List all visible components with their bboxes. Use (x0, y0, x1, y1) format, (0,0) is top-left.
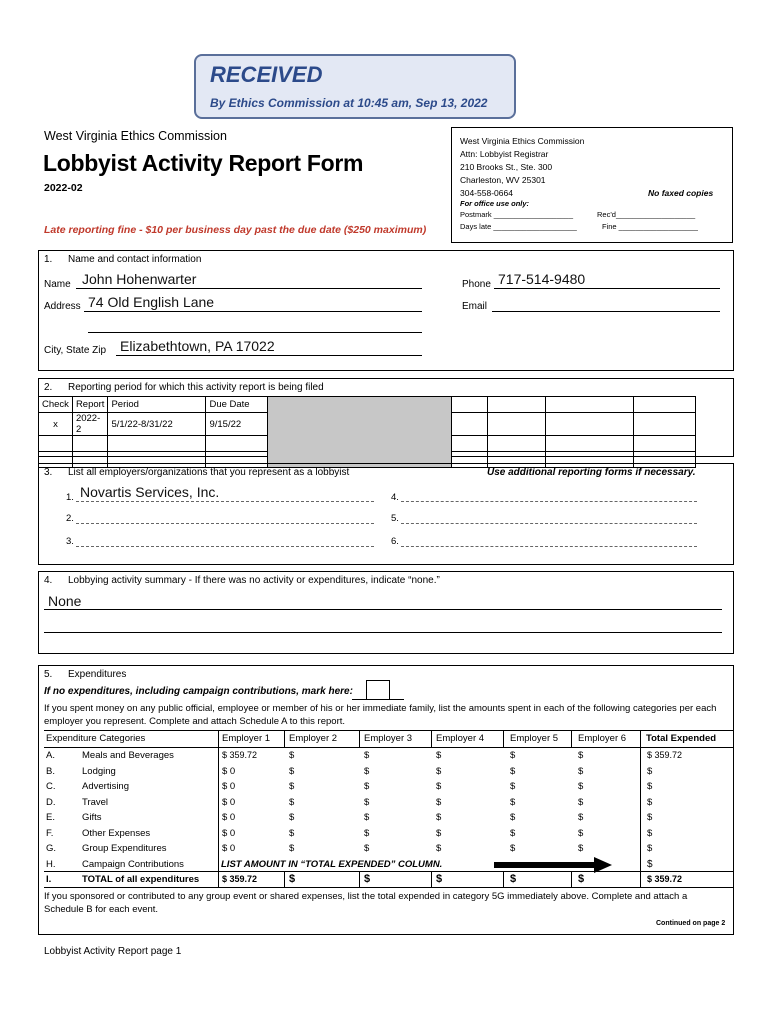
employer-6-amount[interactable]: $ (578, 765, 584, 777)
employer-6-amount[interactable]: $ (578, 796, 584, 808)
col-employer-2: Employer 2 (289, 733, 338, 744)
row-letter: D. (46, 796, 56, 808)
col-employer-4: Employer 4 (436, 733, 485, 744)
total-employer-4[interactable]: $ (436, 873, 443, 885)
total-employer-3[interactable]: $ (364, 873, 371, 885)
due-date-cell[interactable]: 9/15/22 (206, 413, 268, 436)
category-label: Other Expenses (82, 827, 151, 839)
employer-4-amount[interactable]: $ (436, 843, 442, 854)
addr-line3: 210 Brooks St., Ste. 300 (460, 162, 553, 172)
email-label: Email (462, 301, 488, 312)
total-expenditures-label: TOTAL of all expenditures (82, 874, 200, 885)
employer-4-amount[interactable]: $ (436, 765, 442, 777)
col-period: Period (108, 397, 206, 413)
employer-2-amount[interactable]: $ (289, 843, 295, 854)
grand-total[interactable]: $ 359.72 (647, 874, 683, 884)
addr-line4: Charleston, WV 25301 (460, 175, 546, 185)
campaign-note: LIST AMOUNT IN “TOTAL EXPENDED” COLUMN. (221, 859, 443, 870)
employer-1-amount[interactable]: $ 0 (222, 827, 236, 839)
section2-heading: Reporting period for which this activity report is being filed (68, 382, 324, 393)
addr-phone: 304-558-0664 (460, 188, 513, 198)
total-amount[interactable]: $ (647, 765, 653, 777)
row-letter: G. (46, 843, 57, 854)
total-employer-2[interactable]: $ (289, 873, 296, 885)
row-letter: F. (46, 827, 54, 839)
period-cell[interactable]: 5/1/22-8/31/22 (108, 413, 206, 436)
employer-1-amount[interactable]: $ 0 (222, 781, 236, 792)
check-cell[interactable]: x (39, 413, 73, 436)
category-label: Group Expenditures (82, 843, 167, 854)
employer-1-amount[interactable]: $ 0 (222, 843, 236, 854)
category-label: Gifts (82, 812, 102, 823)
no-expenditures-note: If no expenditures, including campaign contributions, mark here: (44, 686, 353, 697)
col-employer-6: Employer 6 (578, 733, 627, 744)
received-stamp (194, 54, 516, 119)
employer-5-amount[interactable]: $ (510, 843, 516, 854)
row-letter: C. (46, 781, 56, 792)
arrow-right-icon (494, 856, 614, 874)
no-expenditures-checkbox[interactable] (366, 680, 390, 700)
postmark-field: Postmark ___________________ (460, 210, 574, 219)
report-cell[interactable]: 2022-2 (72, 413, 108, 436)
col-expenditure-categories: Expenditure Categories (46, 733, 146, 744)
employer-3-amount[interactable]: $ (364, 812, 370, 823)
category-label: Meals and Beverages (82, 750, 174, 761)
late-fine-notice: Late reporting fine - $10 per business day past the due date ($250 maximum) (44, 224, 427, 236)
employer-4-amount[interactable]: $ (436, 827, 442, 839)
employer-6-amount[interactable]: $ (578, 812, 584, 823)
city-state-zip-field[interactable]: Elizabethtown, PA 17022 (120, 338, 275, 354)
campaign-total-field[interactable]: $ (647, 859, 653, 870)
employer-6-amount[interactable]: $ (578, 843, 584, 854)
phone-field[interactable]: 717-514-9480 (498, 271, 586, 287)
employer-5-amount[interactable]: $ (510, 765, 516, 777)
form-code: 2022-02 (44, 182, 83, 194)
fine-field: Fine ___________________ (602, 222, 698, 231)
total-employer-6[interactable]: $ (578, 873, 585, 885)
employer-3-amount[interactable]: $ (364, 843, 370, 854)
row-letter: E. (46, 812, 55, 823)
expenditure-instructions: If you spent money on any public official, employee or member of his or her immediate family, list the amounts spent in each of the following categories per each employer you represent. Complete and attach Schedule A to this report. (44, 703, 717, 727)
total-employer-1[interactable]: $ 359.72 (222, 874, 258, 884)
section3-number: 3. (44, 467, 53, 478)
days-late-field: Days late ____________________ (460, 222, 577, 231)
employer-3-amount[interactable]: $ (364, 765, 370, 777)
section3-heading: List all employers/organizations that you represent as a lobbyist (68, 467, 350, 478)
stamp-subtitle: By Ethics Commission at 10:45 am, Sep 13, 2022 (210, 96, 488, 110)
employer-2-amount[interactable]: $ (289, 812, 295, 823)
employer-1-field[interactable]: Novartis Services, Inc. (80, 484, 220, 500)
row-letter: B. (46, 765, 55, 777)
employer-1-amount[interactable]: $ 0 (222, 812, 236, 823)
addr-line2: Attn: Lobbyist Registrar (460, 149, 549, 159)
employer-5-amount[interactable]: $ (510, 812, 516, 823)
city-state-zip-label: City, State Zip (44, 345, 107, 356)
employer-6-amount[interactable]: $ (578, 750, 584, 761)
employer-2-amount[interactable]: $ (289, 750, 295, 761)
total-employer-5[interactable]: $ (510, 873, 517, 885)
reporting-period-table (38, 396, 696, 468)
employer-4-amount[interactable]: $ (436, 750, 442, 761)
employer-4-amount[interactable]: $ (436, 781, 442, 792)
total-amount[interactable]: $ (647, 796, 653, 808)
col-report: Report (72, 397, 108, 413)
employer-2-amount[interactable]: $ (289, 781, 295, 792)
employer-5-amount[interactable]: $ (510, 781, 516, 792)
employer-6-amount[interactable]: $ (578, 781, 584, 792)
employer-4-amount[interactable]: $ (436, 812, 442, 823)
no-fax-note: No faxed copies (648, 188, 714, 198)
col-employer-3: Employer 3 (364, 733, 413, 744)
category-label: Lodging (82, 765, 116, 777)
section-employers (38, 463, 734, 565)
employer-1-amount[interactable]: $ 359.72 (222, 750, 258, 760)
section1-number: 1. (44, 254, 53, 265)
col-employer-5: Employer 5 (510, 733, 559, 744)
employer-2-amount[interactable]: $ (289, 765, 295, 777)
section5-number: 5. (44, 669, 53, 680)
section5-heading: Expenditures (68, 669, 127, 680)
address-label: Address (44, 301, 81, 312)
stamp-title: RECEIVED (210, 62, 323, 87)
col-total-expended: Total Expended (646, 733, 717, 744)
employer-5-amount[interactable]: $ (510, 827, 516, 839)
employer-5-amount[interactable]: $ (510, 750, 516, 761)
employer-4-amount[interactable]: $ (436, 796, 442, 808)
campaign-contributions-label: Campaign Contributions (82, 859, 184, 870)
office-use-label: For office use only: (460, 199, 530, 208)
col-check: Check (39, 397, 73, 413)
employer-2-amount[interactable]: $ (289, 827, 295, 839)
total-amount[interactable]: $ (647, 843, 653, 854)
row-letter: A. (46, 750, 55, 761)
total-amount[interactable]: $ (647, 827, 653, 839)
total-amount[interactable]: $ (647, 781, 653, 792)
addr-line1: West Virginia Ethics Commission (460, 136, 585, 146)
address-field[interactable]: 74 Old English Lane (88, 294, 215, 310)
recd-field: Rec'd___________________ (597, 210, 696, 219)
employer-3-amount[interactable]: $ (364, 781, 370, 792)
group-event-note: If you sponsored or contributed to any group event or shared expenses, list the total expended in category 5G immediately above. Complete and attach a Schedule B for each event. (44, 891, 688, 915)
section4-heading: Lobbying activity summary - If there was no activity or expenditures, indicate “none.” (68, 575, 440, 586)
agency-name: West Virginia Ethics Commission (44, 129, 227, 143)
employer-6-amount[interactable]: $ (578, 827, 584, 839)
total-amount[interactable]: $ 359.72 (647, 750, 683, 760)
table-header-row (39, 397, 696, 413)
name-label: Name (44, 279, 71, 290)
section1-heading: Name and contact information (68, 254, 202, 265)
employer-3-amount[interactable]: $ (364, 796, 370, 808)
additional-forms-note: Use additional reporting forms if necessary. (487, 467, 696, 478)
col-employer-1: Employer 1 (222, 733, 271, 744)
page-label: Lobbyist Activity Report page 1 (44, 946, 182, 957)
name-field[interactable]: John Hohenwarter (82, 271, 197, 287)
activity-summary-field[interactable]: None (48, 593, 82, 609)
col-due-date: Due Date (206, 397, 268, 413)
page-title: Lobbyist Activity Report Form (43, 150, 364, 176)
shaded-block (268, 397, 452, 468)
employer-1-amount[interactable]: $ 0 (222, 796, 236, 808)
mailing-address-box (451, 127, 733, 243)
continued-note: Continued on page 2 (656, 920, 726, 927)
employer-1-amount[interactable]: $ 0 (222, 765, 236, 777)
category-label: Advertising (82, 781, 129, 792)
employer-2-amount[interactable]: $ (289, 796, 295, 808)
employer-3-amount[interactable]: $ (364, 750, 370, 761)
total-amount[interactable]: $ (647, 812, 653, 823)
category-label: Travel (82, 796, 109, 808)
phone-label: Phone (462, 279, 491, 290)
section2-number: 2. (44, 382, 53, 393)
employer-3-amount[interactable]: $ (364, 827, 370, 839)
employer-5-amount[interactable]: $ (510, 796, 516, 808)
section4-number: 4. (44, 575, 53, 586)
